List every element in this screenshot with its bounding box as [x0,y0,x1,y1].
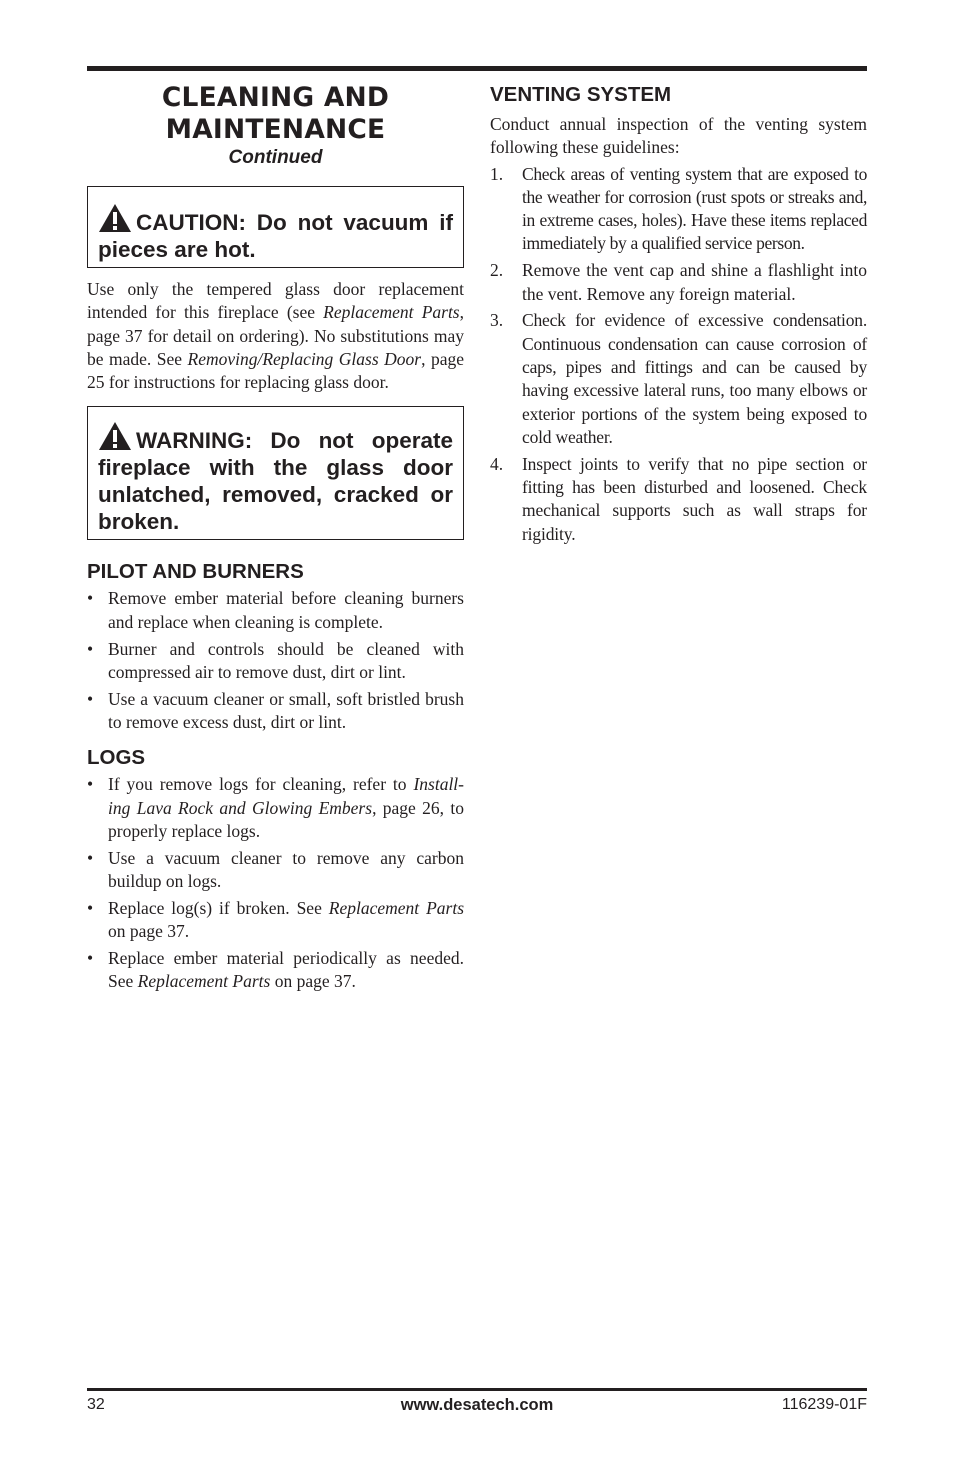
bottom-rule [87,1388,867,1391]
list-item: 4. Inspect joints to verify that no pipe section or fitting has been disturbed and loosened. Check mechanical supports such as wall straps for rigidity. [490,453,867,544]
page-footer [87,1396,867,1416]
venting-steps-list [490,163,867,546]
list-item: 1. Check areas of venting system that are exposed to the weather for corrosion (rust spots or streaks and, in extreme cases, holes). Have these items replaced immediately by a qualified service person. [490,163,867,254]
section-subtitle: Continued [228,147,323,168]
list-item: • Use a vacuum cleaner to remove any carbon buildup on logs. [87,847,464,894]
venting-system-heading: VENTING SYSTEM [490,83,672,106]
caution-box [87,186,464,268]
list-item: • Remove ember material before cleaning burners and replace when cleaning is complete. [87,587,464,634]
warning-triangle-icon [98,203,132,233]
pilot-burners-heading: PILOT AND BURNERS [87,560,304,584]
list-item: • Replace log(s) if broken. See Replacement Parts on page 37. [87,897,464,944]
document-number: 116239-01F [781,1396,867,1413]
warning-box [87,406,464,540]
section-title [87,82,464,146]
glass-door-paragraph: Use only the tempered glass door replacement intended for this fireplace (see Replacement Parts, page 37 for detail on ordering). No substitutions may be made. See Removing/Replacing Glass Door, page 25 for instructions for replacing glass door. [87,279,464,393]
warning-text: WARNING: Do not operate fireplace with the glass door unlatched, removed, cracked or broken. [98,428,453,535]
replacement-parts-ref: Replacement Parts [323,302,460,323]
top-rule [87,66,867,71]
list-item: • Burner and controls should be cleaned with compressed air to remove dust, dirt or lint. [87,638,464,685]
list-item: • Replace ember material periodically as needed. See Replacement Parts on page 37. [87,947,464,994]
section-title-line1: CLEANING AND [161,82,390,113]
list-item: 2. Remove the vent cap and shine a flashlight into the vent. Remove any foreign material. [490,260,867,304]
logs-heading: LOGS [87,746,146,770]
warning-triangle-icon [98,421,132,451]
logs-list [87,773,464,993]
website-url: www.desatech.com [400,1396,554,1414]
right-column [490,78,867,549]
page-number: 32 [87,1396,105,1413]
list-item: • Use a vacuum cleaner or small, soft bristled brush to remove excess dust, dirt or lint. [87,688,464,735]
pilot-burners-list [87,587,464,734]
venting-intro: Conduct annual inspection of the venting system following these guidelines: [490,114,867,158]
removing-replacing-glass-door-ref: Removing/Replacing Glass Door [187,348,422,369]
list-item: 3. Check for evidence of excessive condensation. Continuous condensation can cause corrosion of caps, pipes and fittings and can be caused by having excessive lateral runs, too many elbows or exterior portions of the system being exposed to cold weather. [490,310,867,447]
section-title-line2: MAINTENANCE [165,114,386,145]
caution-text: CAUTION: Do not vacuum if pieces are hot. [98,210,453,262]
left-column [87,78,464,997]
list-item: • If you remove logs for cleaning, refer to Install-ing Lava Rock and Glowing Embers, page 26, to properly replace logs. [87,773,464,843]
